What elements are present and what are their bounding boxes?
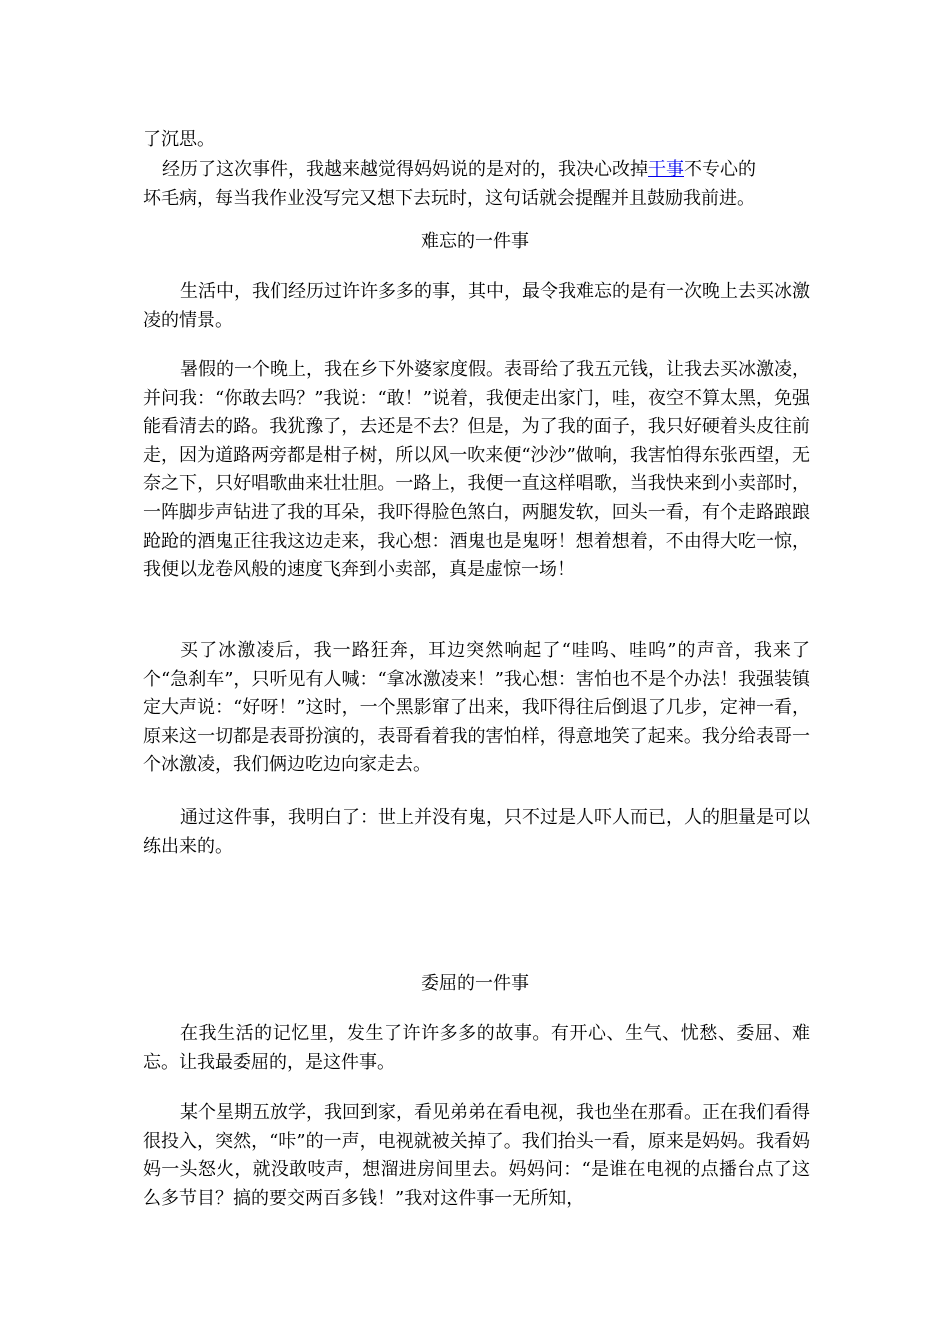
- top-paragraph-line-1: [162, 158, 756, 182]
- essay1-paragraph-3: 买了冰激凌后，我一路狂奔，耳边突然响起了“哇呜、哇呜”的声音，我来了个“急刹车”，只听见有人喊：“拿冰激凌来！”我心想：害怕也不是个办法！我强装镇定大声说：“好呀！”这时，一个黑影窜了出来，我吓得往后倒退了几步，定神一看，原来这一切都是表哥扮演的，表哥看着我的害怕样，得意地笑了起来。我分给表哥一个冰激凌，我们俩边吃边向家走去。: [143, 640, 810, 776]
- inline-link[interactable]: 干事: [648, 159, 684, 180]
- top-text-line-1: 了沉思。: [143, 129, 215, 150]
- top-paragraph-prefix: 经历了这次事件，我越来越觉得妈妈说的是对的，我决心改掉: [162, 159, 648, 180]
- essay2-paragraph-2: 某个星期五放学，我回到家，看见弟弟在看电视，我也坐在那看。正在我们看得很投入，突然，“咔”的一声，电视就被关掉了。我们抬头一看，原来是妈妈。我看妈妈一头怒火，就没敢吱声，想溜进房间里去。妈妈问：“是谁在电视的点播台点了这么多节目？搞的要交两百多钱！”我对这件事一无所知，: [143, 1102, 810, 1209]
- essay2-paragraph-1: 在我生活的记忆里，发生了许许多多的故事。有开心、生气、忧愁、委屈、难忘。让我最委屈的，是这件事。: [143, 1023, 810, 1073]
- top-paragraph-suffix: 不专心的: [684, 159, 756, 180]
- essay1-paragraph-2: 暑假的一个晚上，我在乡下外婆家度假。表哥给了我五元钱，让我去买冰激凌，并问我：“你敢去吗？”我说：“敢！”说着，我便走出家门，哇，夜空不算太黑，免强能看清去的路。我犹豫了，去还是不去？但是，为了我的面子，我只好硬着头皮往前走，因为道路两旁都是柑子树，所以风一吹来便“沙沙”做响，我害怕得东张西望，无奈之下，只好唱歌曲来壮壮胆。一路上，我便一直这样唱歌，当我快来到小卖部时，一阵脚步声钻进了我的耳朵，我吓得脸色煞白，两腿发软，回头一看，有个走路踉踉跄跄的酒鬼正往我这边走来，我心想：酒鬼也是鬼呀！想着想着，不由得大吃一惊，我便以龙卷风般的速度飞奔到小卖部，真是虚惊一场！: [143, 359, 810, 581]
- essay1-title: 难忘的一件事: [421, 231, 529, 252]
- top-paragraph-line-2: 坏毛病，每当我作业没写完又想下去玩时，这句话就会提醒并且鼓励我前进。: [143, 188, 755, 209]
- essay1-paragraph-4: 通过这件事，我明白了：世上并没有鬼，只不过是人吓人而已，人的胆量是可以练出来的。: [143, 807, 810, 857]
- essay2-title: 委屈的一件事: [421, 973, 529, 994]
- essay1-paragraph-1: 生活中，我们经历过许许多多的事，其中，最令我难忘的是有一次晚上去买冰激凌的情景。: [143, 281, 810, 331]
